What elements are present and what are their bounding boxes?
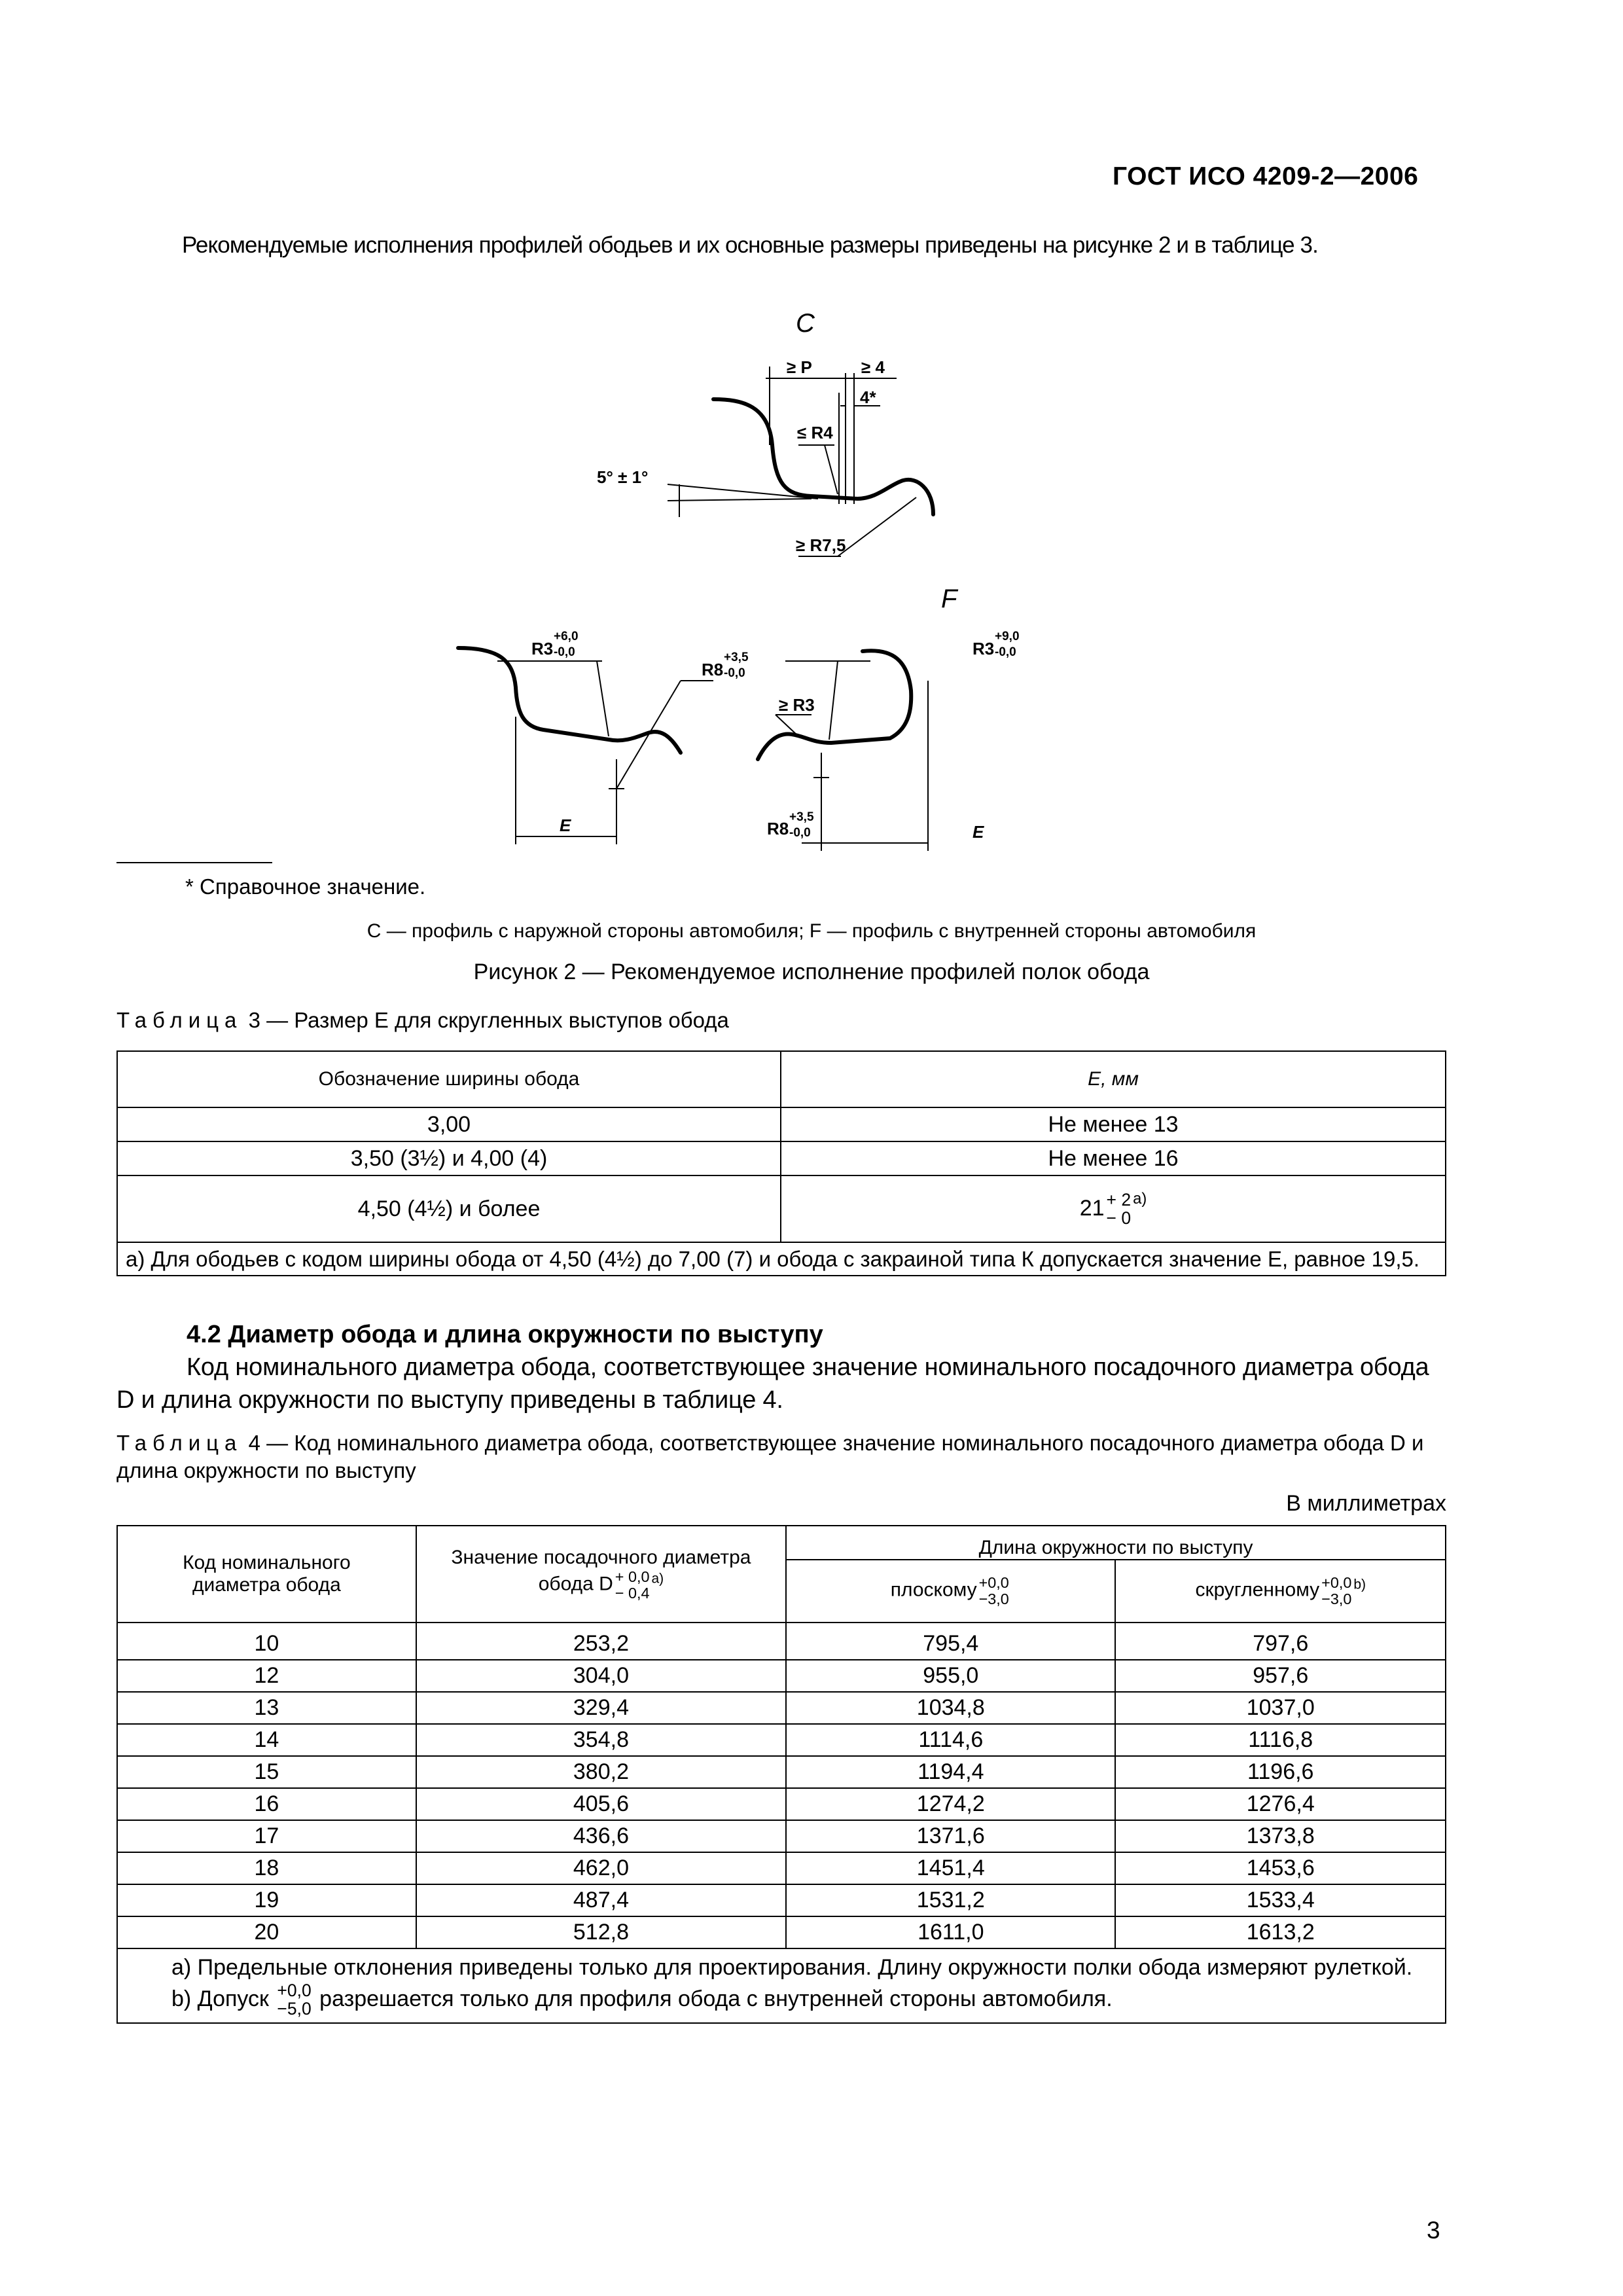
fr-r3: R3 <box>972 639 995 658</box>
fr-r3b: ≥ R3 <box>779 695 815 715</box>
fr-r8-tol-dn: -0,0 <box>789 826 811 840</box>
profile-c-curve <box>713 399 933 514</box>
table4-cell: 795,4 <box>786 1623 1115 1660</box>
fr-r3-tol-dn: -0,0 <box>995 645 1016 659</box>
table-row <box>117 1692 1446 1724</box>
fl-r8: R8 <box>702 660 724 679</box>
flat-tolerance <box>979 1575 1009 1607</box>
table4-body <box>117 1623 1446 1948</box>
table4-cell: 797,6 <box>1115 1623 1446 1660</box>
footnote-separator <box>116 862 272 863</box>
table4-units: В миллиметрах <box>1286 1491 1446 1516</box>
table4-cell: 19 <box>117 1884 416 1916</box>
tol-up: +0,0 <box>1321 1574 1352 1592</box>
table3-cell-e-tol <box>781 1175 1446 1242</box>
tol-up: + 0,0 <box>615 1568 650 1586</box>
note-b-prefix: b) Допуск <box>171 1986 269 2011</box>
table3 <box>116 1050 1446 1276</box>
table4-header-code: Код номинального диаметра обода <box>117 1526 416 1623</box>
table3-e-tolerance <box>1107 1191 1132 1228</box>
table4-cell: 1037,0 <box>1115 1692 1446 1724</box>
fr-r8-tol-up: +3,5 <box>789 810 814 824</box>
table4-cell: 405,6 <box>416 1788 786 1820</box>
table4-cell: 436,6 <box>416 1820 786 1852</box>
table3-cell: Не менее 16 <box>781 1141 1446 1175</box>
note-mark: b) <box>1353 1577 1366 1592</box>
fr-r8: R8 <box>767 819 789 838</box>
tol-down: −5,0 <box>277 1998 312 2018</box>
table4-cell: 18 <box>117 1852 416 1884</box>
fr-r3-tol-up: +9,0 <box>995 630 1020 643</box>
table4-cell: 1116,8 <box>1115 1724 1446 1756</box>
table4-cell: 10 <box>117 1623 416 1660</box>
table4-header-seat <box>416 1526 786 1623</box>
table4-caption-prefix: Таблица <box>116 1431 243 1455</box>
table4 <box>116 1525 1446 2024</box>
table3-cell: 3,00 <box>117 1107 781 1141</box>
table4-cell: 1373,8 <box>1115 1820 1446 1852</box>
table4-header-length: Длина окружности по выступу <box>786 1526 1446 1560</box>
table3-cell: 4,50 (4½) и более <box>117 1175 781 1242</box>
section-text: Код номинального диаметра обода, соответствующее значение номинального посадочного диаметра обода D и длина окружности по выступу приведены в таблице 4. <box>116 1354 1429 1414</box>
table4-cell: 1453,6 <box>1115 1852 1446 1884</box>
table4-header-round <box>1115 1560 1446 1623</box>
fl-r3: R3 <box>531 639 554 658</box>
table4-cell: 16 <box>117 1788 416 1820</box>
table3-note: a) Для ободьев с кодом ширины обода от 4,50 (4½) до 7,00 (7) и обода с закраиной типа К допускается значение E, равное 19,5. <box>117 1242 1446 1276</box>
fr-e: E <box>972 822 984 842</box>
table4-cell: 487,4 <box>416 1884 786 1916</box>
c-dim-4star: 4* <box>860 387 876 407</box>
table4-cell: 304,0 <box>416 1660 786 1692</box>
fl-r3-tol-dn: -0,0 <box>554 645 575 659</box>
table-row <box>117 1916 1446 1948</box>
table4-cell: 1611,0 <box>786 1916 1115 1948</box>
table-row <box>117 1724 1446 1756</box>
table4-cell: 13 <box>117 1692 416 1724</box>
tol-up: +0,0 <box>277 1981 312 2000</box>
fl-e: E <box>560 816 571 835</box>
figure-caption: Рисунок 2 — Рекомендуемое исполнение профилей полок обода <box>473 960 1150 984</box>
note-b-tolerance <box>277 1982 311 2018</box>
fl-r3-tol-up: +6,0 <box>554 630 579 643</box>
c-angle: 5° ± 1° <box>597 467 649 487</box>
table4-cell: 1274,2 <box>786 1788 1115 1820</box>
table4-cell: 380,2 <box>416 1756 786 1788</box>
c-dim-p: ≥ P <box>787 357 812 377</box>
table4-caption-text: 4 — Код номинального диаметра обода, соответствующее значение номинального посадочного диаметра обода D и длина окружности по выступу <box>116 1431 1424 1482</box>
table4-cell: 1194,4 <box>786 1756 1115 1788</box>
table4-cell: 20 <box>117 1916 416 1948</box>
table4-cell: 1276,4 <box>1115 1788 1446 1820</box>
label-c: C <box>796 309 815 338</box>
seat-tolerance <box>615 1569 650 1601</box>
tol-down: −3,0 <box>978 1590 1009 1607</box>
table4-cell: 1613,2 <box>1115 1916 1446 1948</box>
table-row <box>117 1756 1446 1788</box>
table4-note-a: a) Предельные отклонения приведены только для проектирования. Длину окружности полки обода измеряют рулеткой. <box>171 1955 1413 1980</box>
table3-caption-text: 3 — Размер E для скругленных выступов обода <box>248 1008 729 1032</box>
round-tolerance <box>1321 1575 1351 1607</box>
note-b-text: разрешается только для профиля обода с внутренней стороны автомобиля. <box>319 1986 1113 2011</box>
table4-cell: 1531,2 <box>786 1884 1115 1916</box>
section-title: 4.2 Диаметр обода и длина окружности по выступу <box>187 1321 823 1348</box>
c-r4: ≤ R4 <box>797 423 833 442</box>
table-row <box>117 1820 1446 1852</box>
table4-note-b <box>126 1982 1437 2018</box>
note-mark: a) <box>1133 1190 1147 1208</box>
table4-caption <box>116 1429 1445 1484</box>
table4-cell: 1034,8 <box>786 1692 1115 1724</box>
table3-header-width: Обозначение ширины обода <box>117 1051 781 1107</box>
table4-cell: 1114,6 <box>786 1724 1115 1756</box>
table3-caption <box>116 1008 729 1033</box>
seat-header-label: обода D <box>538 1573 613 1595</box>
table4-cell: 354,8 <box>416 1724 786 1756</box>
table4-cell: 1451,4 <box>786 1852 1115 1884</box>
table4-cell: 462,0 <box>416 1852 786 1884</box>
table4-cell: 12 <box>117 1660 416 1692</box>
c-r75: ≥ R7,5 <box>796 535 846 555</box>
table3-cell: Не менее 13 <box>781 1107 1446 1141</box>
tol-up: +0,0 <box>978 1574 1009 1592</box>
table4-cell: 512,8 <box>416 1916 786 1948</box>
label-f: F <box>941 584 957 613</box>
table-row <box>117 1852 1446 1884</box>
table-row <box>117 1660 1446 1692</box>
note-mark: a) <box>651 1571 664 1587</box>
fl-r8-tol-dn: -0,0 <box>724 666 745 680</box>
page-number: 3 <box>1427 2217 1440 2244</box>
table3-e-value: 21 <box>1079 1196 1105 1221</box>
table4-cell: 253,2 <box>416 1623 786 1660</box>
table4-cell: 1371,6 <box>786 1820 1115 1852</box>
table3-caption-prefix: Таблица <box>116 1008 243 1032</box>
table4-cell: 957,6 <box>1115 1660 1446 1692</box>
seat-header-line1: Значение посадочного диаметра <box>451 1547 751 1569</box>
table4-cell: 1196,6 <box>1115 1756 1446 1788</box>
intro-paragraph: Рекомендуемые исполнения профилей ободьев и их основные размеры приведены на рисунке 2 и в таблице 3. <box>182 232 1318 258</box>
table3-cell: 3,50 (3½) и 4,00 (4) <box>117 1141 781 1175</box>
round-label: скругленному <box>1195 1579 1320 1601</box>
table-row <box>117 1884 1446 1916</box>
table4-cell: 955,0 <box>786 1660 1115 1692</box>
table4-notes <box>117 1948 1446 2023</box>
table4-cell: 17 <box>117 1820 416 1852</box>
seat-header-line2 <box>417 1569 785 1601</box>
document-header: ГОСТ ИСО 4209-2—2006 <box>1113 162 1419 190</box>
c-dim-4: ≥ 4 <box>861 357 885 377</box>
table3-header-e: E, мм <box>781 1051 1446 1107</box>
figure-legend: C — профиль с наружной стороны автомобиля; F — профиль с внутренней стороны автомобиля <box>366 920 1257 942</box>
table4-cell: 14 <box>117 1724 416 1756</box>
table-row <box>117 1788 1446 1820</box>
tol-up: + 2 <box>1106 1190 1132 1210</box>
table4-cell: 15 <box>117 1756 416 1788</box>
tol-down: − 0 <box>1106 1208 1132 1229</box>
table4-cell: 329,4 <box>416 1692 786 1724</box>
rim-profile-figure <box>445 308 1178 857</box>
fl-r8-tol-up: +3,5 <box>724 651 749 664</box>
footnote: * Справочное значение. <box>185 874 426 899</box>
tol-down: −3,0 <box>1321 1590 1352 1607</box>
table4-cell: 1533,4 <box>1115 1884 1446 1916</box>
table4-header-flat <box>786 1560 1115 1623</box>
tol-down: − 0,4 <box>615 1585 650 1602</box>
table-row <box>117 1623 1446 1660</box>
flat-label: плоскому <box>890 1579 977 1601</box>
